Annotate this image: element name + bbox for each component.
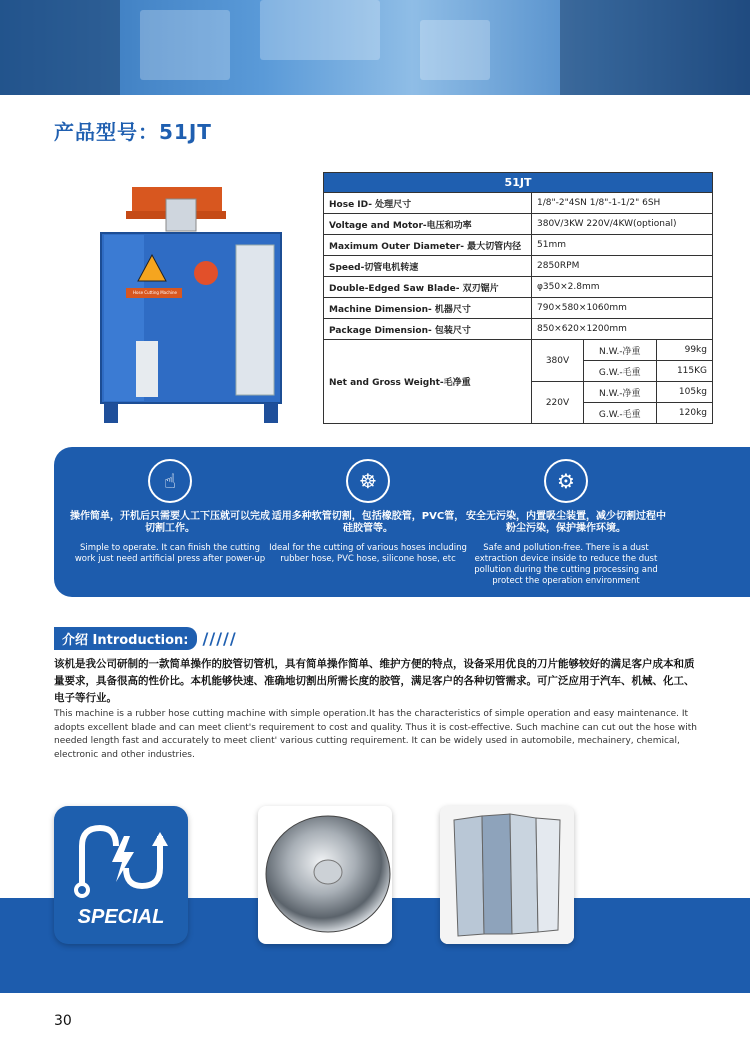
spec-value: 380V/3KW 220V/4KW(optional) bbox=[532, 214, 713, 235]
feature-en-text: Simple to operate. It can finish the cutting work just need artificial press after power-up bbox=[74, 543, 266, 564]
feature-en-text: Safe and pollution-free. There is a dust extraction device inside to reduce the dust pollution during the cutting processing and protect the operation environment bbox=[474, 543, 658, 586]
gw-label: G.W.-毛重 bbox=[584, 361, 657, 382]
spec-label: Package Dimension- 包装尺寸 bbox=[324, 319, 532, 340]
cutting-tools-photo bbox=[440, 806, 574, 944]
gw-value: 120kg bbox=[656, 403, 712, 424]
machine-panel-label: Hose Cutting Machine bbox=[133, 290, 177, 295]
feature-item bbox=[466, 459, 666, 587]
spec-value: 790×580×1060mm bbox=[532, 298, 713, 319]
spec-label: Double-Edged Saw Blade- 双刃锯片 bbox=[324, 277, 532, 298]
table-row bbox=[324, 214, 713, 235]
wheel-icon: ☸ bbox=[346, 459, 390, 503]
table-row bbox=[324, 298, 713, 319]
table-row bbox=[324, 340, 713, 361]
features-panel bbox=[54, 447, 750, 597]
nw-label: N.W.-净重 bbox=[584, 340, 657, 361]
touch-hand-icon: ☝ bbox=[148, 459, 192, 503]
page-number: 30 bbox=[54, 1013, 72, 1029]
machine-illustration bbox=[96, 185, 286, 425]
spec-label: Machine Dimension- 机器尺寸 bbox=[324, 298, 532, 319]
spec-table bbox=[323, 172, 713, 424]
spec-value: 850×620×1200mm bbox=[532, 319, 713, 340]
feature-cn-text: 安全无污染，内置吸尘装置，减少切割过程中粉尘污染，保护操作环境。 bbox=[466, 511, 666, 534]
feature-en-text: Ideal for the cutting of various hoses including rubber hose, PVC hose, silicone hose, etc bbox=[269, 543, 467, 564]
table-row bbox=[324, 235, 713, 256]
gw-label: G.W.-毛重 bbox=[584, 403, 657, 424]
spec-header: 51JT bbox=[324, 173, 713, 193]
spec-label: Hose ID- 处理尺寸 bbox=[324, 193, 532, 214]
nw-value: 105kg bbox=[656, 382, 712, 403]
gears-icon: ⚙ bbox=[544, 459, 588, 503]
special-label: SPECIAL bbox=[77, 906, 165, 928]
page-title: 产品型号：51JT bbox=[54, 120, 212, 144]
spec-label: Speed-切管电机转速 bbox=[324, 256, 532, 277]
spec-value: 51mm bbox=[532, 235, 713, 256]
table-row bbox=[324, 319, 713, 340]
special-logo-card bbox=[54, 806, 188, 944]
weight-label: Net and Gross Weight-毛净重 bbox=[324, 340, 532, 424]
nw-label: N.W.-净重 bbox=[584, 382, 657, 403]
spec-value: 1/8"-2"4SN 1/8"-1-1/2" 6SH bbox=[532, 193, 713, 214]
header-banner-photo bbox=[0, 0, 750, 95]
spec-label: Maximum Outer Diameter- 最大切管内径 bbox=[324, 235, 532, 256]
intro-english-text: This machine is a rubber hose cutting machine with simple operation.It has the characteristics of simple operation and easy maintenance. It adopts excellent blade and can meet client's requirement to cost and quality. Thus it is cost-effective. Such machine can cut out the hose with needed length fast and accurately to meet client' various cutting requirement. It can be widely used in automobile, mechainery, chemical, electronic and other industries. bbox=[54, 709, 697, 760]
spec-label: Voltage and Motor-电压和功率 bbox=[324, 214, 532, 235]
power-arrows-icon bbox=[54, 806, 188, 906]
table-row bbox=[324, 193, 713, 214]
feature-cn-text: 操作简单，开机后只需要人工下压就可以完成切割工作。 bbox=[70, 511, 270, 534]
voltage-220: 220V bbox=[532, 382, 584, 424]
feature-item bbox=[70, 459, 270, 565]
intro-heading bbox=[54, 627, 237, 649]
feature-item bbox=[268, 459, 468, 565]
feature-cn-text: 适用多种软管切割，包括橡胶管，PVC管，硅胶管等。 bbox=[271, 511, 465, 534]
saw-blade-photo bbox=[258, 806, 392, 944]
nw-value: 99kg bbox=[656, 340, 712, 361]
table-row bbox=[324, 277, 713, 298]
table-row bbox=[324, 256, 713, 277]
spec-value: φ350×2.8mm bbox=[532, 277, 713, 298]
intro-bars: ///// bbox=[202, 628, 237, 648]
spec-value: 2850RPM bbox=[532, 256, 713, 277]
voltage-380: 380V bbox=[532, 340, 584, 382]
intro-chinese-text: 该机是我公司研制的一款简单操作的胶管切管机，具有简单操作简单、维护方便的特点，设备采用优良的刀片能够较好的满足客户成本和质量要求，具备很高的性价比。本机能够快速、准确地切割出所需长度的胶管，满足客户的各种切管需求。可广泛应用于汽车、机械、化工、电子等行业。 bbox=[54, 658, 695, 704]
intro-tag: 介绍 Introduction: bbox=[54, 627, 197, 650]
gw-value: 115KG bbox=[656, 361, 712, 382]
